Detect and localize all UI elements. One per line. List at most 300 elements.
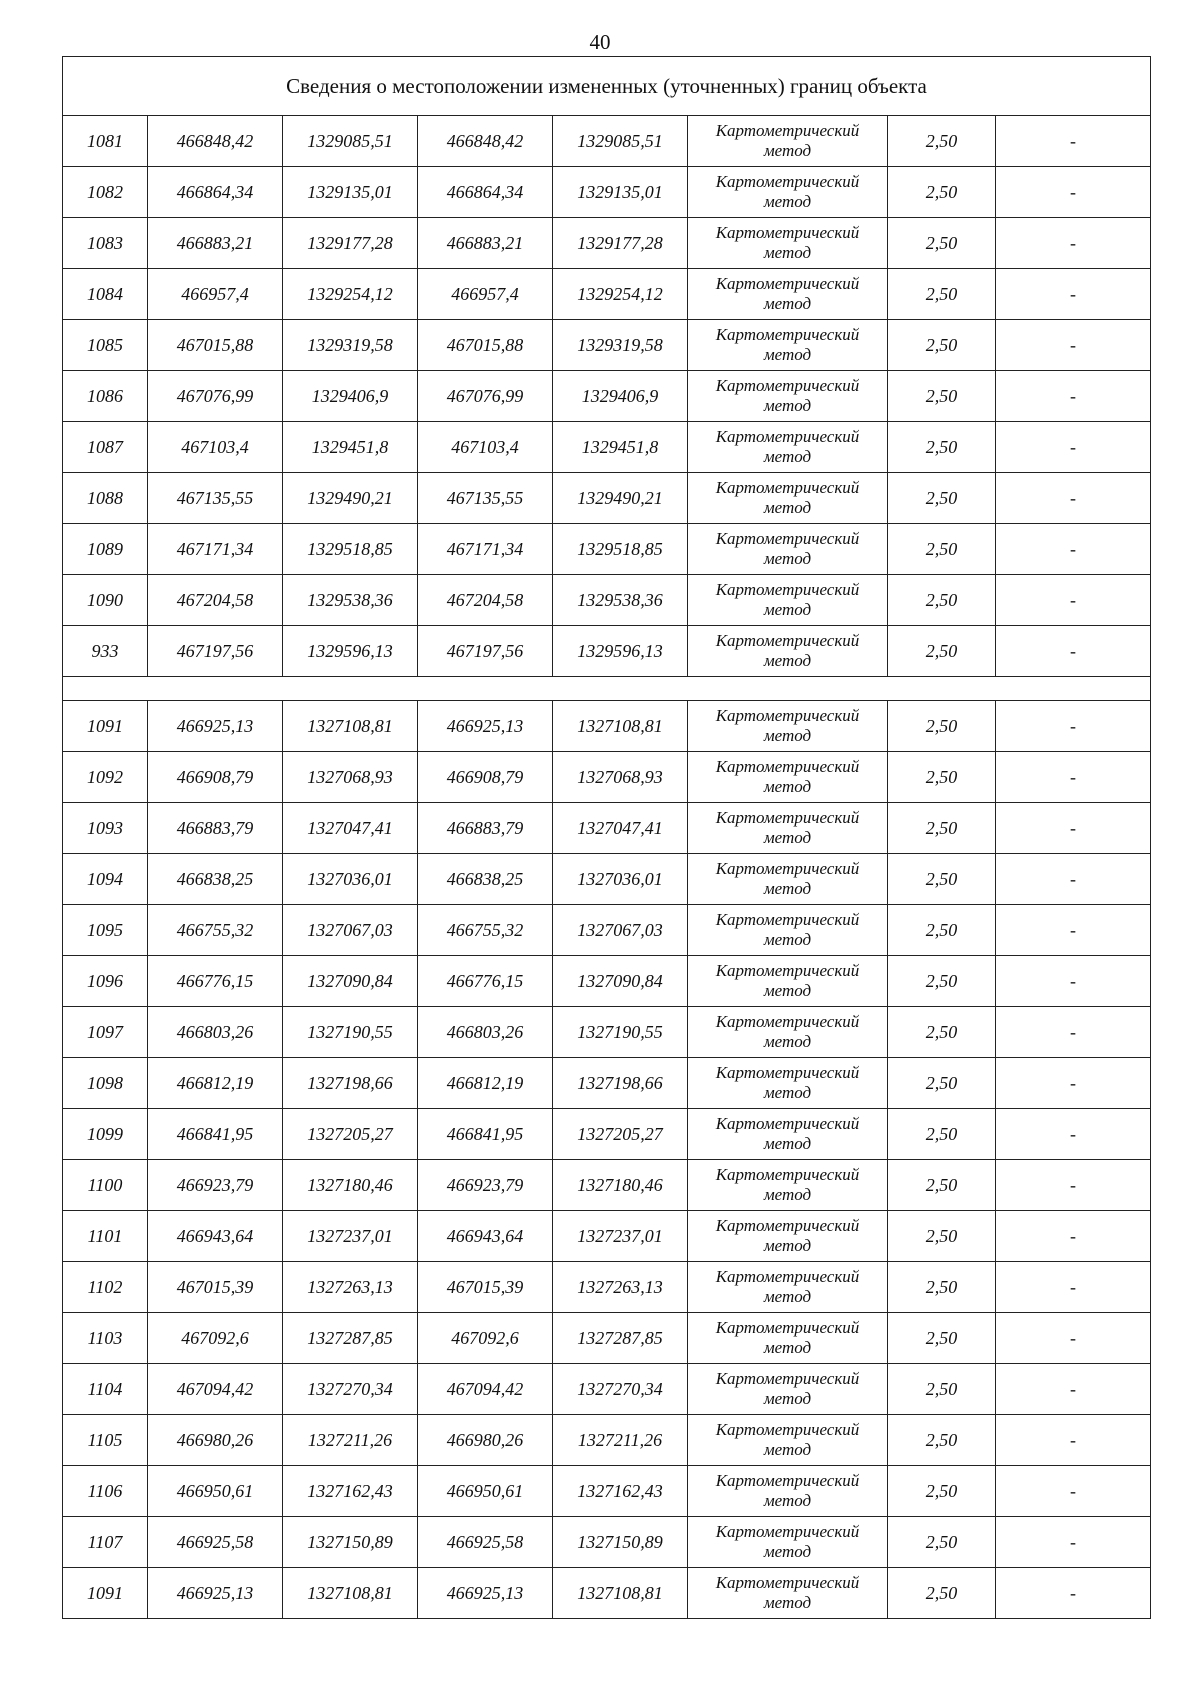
- note-cell: -: [996, 269, 1151, 320]
- refined-y-cell: 1329254,12: [553, 269, 688, 320]
- refined-x-cell: 466883,21: [418, 218, 553, 269]
- accuracy-cell: 2,50: [888, 1313, 996, 1364]
- table-row: [63, 701, 1151, 752]
- point-number-cell: 1103: [63, 1313, 148, 1364]
- existing-x-cell: 467092,6: [148, 1313, 283, 1364]
- method-line2: метод: [763, 1338, 812, 1357]
- method-line2: метод: [763, 1236, 812, 1255]
- note-cell: -: [996, 752, 1151, 803]
- method-line1: Картометрический: [715, 478, 860, 497]
- existing-y-cell: 1329177,28: [283, 218, 418, 269]
- accuracy-cell: 2,50: [888, 1109, 996, 1160]
- method-line2: метод: [763, 1491, 812, 1510]
- method-line2: метод: [763, 498, 812, 517]
- point-number-cell: 1087: [63, 422, 148, 473]
- method-line1: Картометрический: [715, 859, 860, 878]
- existing-x-cell: 466883,21: [148, 218, 283, 269]
- refined-y-cell: 1327090,84: [553, 956, 688, 1007]
- accuracy-cell: 2,50: [888, 575, 996, 626]
- note-cell: -: [996, 701, 1151, 752]
- method-line2: метод: [763, 1134, 812, 1153]
- existing-y-cell: 1327211,26: [283, 1415, 418, 1466]
- table-row: [63, 1211, 1151, 1262]
- refined-y-cell: 1327263,13: [553, 1262, 688, 1313]
- existing-x-cell: 466755,32: [148, 905, 283, 956]
- point-number-cell: 1093: [63, 803, 148, 854]
- existing-y-cell: 1327068,93: [283, 752, 418, 803]
- method-line2: метод: [763, 396, 812, 415]
- existing-y-cell: 1329135,01: [283, 167, 418, 218]
- table-row: [63, 1568, 1151, 1619]
- existing-x-cell: 467015,88: [148, 320, 283, 371]
- refined-x-cell: 466776,15: [418, 956, 553, 1007]
- method-line2: метод: [763, 930, 812, 949]
- existing-x-cell: 467094,42: [148, 1364, 283, 1415]
- note-cell: -: [996, 422, 1151, 473]
- point-number-cell: 1085: [63, 320, 148, 371]
- table-row: [63, 854, 1151, 905]
- refined-y-cell: 1327108,81: [553, 1568, 688, 1619]
- existing-y-cell: 1327205,27: [283, 1109, 418, 1160]
- method-cell: [688, 803, 888, 854]
- table-row: [63, 167, 1151, 218]
- existing-x-cell: 466908,79: [148, 752, 283, 803]
- existing-y-cell: 1327162,43: [283, 1466, 418, 1517]
- table-row: [63, 1415, 1151, 1466]
- existing-y-cell: 1327108,81: [283, 1568, 418, 1619]
- note-cell: -: [996, 1466, 1151, 1517]
- note-cell: -: [996, 1313, 1151, 1364]
- method-line1: Картометрический: [715, 631, 860, 650]
- existing-y-cell: 1327263,13: [283, 1262, 418, 1313]
- point-number-cell: 1084: [63, 269, 148, 320]
- accuracy-cell: 2,50: [888, 626, 996, 677]
- method-line2: метод: [763, 1542, 812, 1561]
- table-body: [63, 57, 1151, 1619]
- method-line1: Картометрический: [715, 274, 860, 293]
- existing-x-cell: 466776,15: [148, 956, 283, 1007]
- existing-y-cell: 1327067,03: [283, 905, 418, 956]
- point-number-cell: 1100: [63, 1160, 148, 1211]
- method-cell: [688, 956, 888, 1007]
- existing-x-cell: 467076,99: [148, 371, 283, 422]
- existing-y-cell: 1327090,84: [283, 956, 418, 1007]
- refined-y-cell: 1327108,81: [553, 701, 688, 752]
- table-row: [63, 422, 1151, 473]
- point-number-cell: 1090: [63, 575, 148, 626]
- existing-y-cell: 1327190,55: [283, 1007, 418, 1058]
- table-row: [63, 371, 1151, 422]
- method-cell: [688, 1058, 888, 1109]
- existing-x-cell: 466923,79: [148, 1160, 283, 1211]
- table-row: [63, 1364, 1151, 1415]
- existing-y-cell: 1327047,41: [283, 803, 418, 854]
- accuracy-cell: 2,50: [888, 524, 996, 575]
- method-line1: Картометрический: [715, 1114, 860, 1133]
- point-number-cell: 1099: [63, 1109, 148, 1160]
- note-cell: -: [996, 1364, 1151, 1415]
- accuracy-cell: 2,50: [888, 1364, 996, 1415]
- method-cell: [688, 1313, 888, 1364]
- refined-y-cell: 1329177,28: [553, 218, 688, 269]
- existing-y-cell: 1327150,89: [283, 1517, 418, 1568]
- refined-x-cell: 466755,32: [418, 905, 553, 956]
- refined-y-cell: 1327068,93: [553, 752, 688, 803]
- point-number-cell: 1083: [63, 218, 148, 269]
- method-cell: [688, 1517, 888, 1568]
- method-line1: Картометрический: [715, 1012, 860, 1031]
- existing-y-cell: 1329319,58: [283, 320, 418, 371]
- point-number-cell: 1091: [63, 1568, 148, 1619]
- existing-x-cell: 466848,42: [148, 116, 283, 167]
- point-number-cell: 1096: [63, 956, 148, 1007]
- point-number-cell: 1094: [63, 854, 148, 905]
- method-line1: Картометрический: [715, 121, 860, 140]
- refined-x-cell: 466950,61: [418, 1466, 553, 1517]
- method-line2: метод: [763, 777, 812, 796]
- method-line2: метод: [763, 1032, 812, 1051]
- accuracy-cell: 2,50: [888, 1160, 996, 1211]
- refined-y-cell: 1327047,41: [553, 803, 688, 854]
- method-line2: метод: [763, 141, 812, 160]
- refined-x-cell: 466841,95: [418, 1109, 553, 1160]
- refined-y-cell: 1327237,01: [553, 1211, 688, 1262]
- accuracy-cell: 2,50: [888, 422, 996, 473]
- table-row: [63, 575, 1151, 626]
- refined-x-cell: 466923,79: [418, 1160, 553, 1211]
- method-line1: Картометрический: [715, 376, 860, 395]
- method-line1: Картометрический: [715, 1369, 860, 1388]
- point-number-cell: 1097: [63, 1007, 148, 1058]
- table-row: [63, 1007, 1151, 1058]
- method-line1: Картометрический: [715, 1471, 860, 1490]
- refined-y-cell: 1327067,03: [553, 905, 688, 956]
- method-line1: Картометрический: [715, 1216, 860, 1235]
- point-number-cell: 1081: [63, 116, 148, 167]
- point-number-cell: 1089: [63, 524, 148, 575]
- refined-x-cell: 466883,79: [418, 803, 553, 854]
- refined-x-cell: 467135,55: [418, 473, 553, 524]
- note-cell: -: [996, 956, 1151, 1007]
- method-line1: Картометрический: [715, 1318, 860, 1337]
- method-line1: Картометрический: [715, 1267, 860, 1286]
- refined-y-cell: 1329596,13: [553, 626, 688, 677]
- table-row: [63, 269, 1151, 320]
- method-cell: [688, 1211, 888, 1262]
- point-number-cell: 1106: [63, 1466, 148, 1517]
- refined-x-cell: 466943,64: [418, 1211, 553, 1262]
- refined-x-cell: 466908,79: [418, 752, 553, 803]
- method-cell: [688, 854, 888, 905]
- existing-x-cell: 467103,4: [148, 422, 283, 473]
- table-row: [63, 320, 1151, 371]
- method-line2: метод: [763, 1185, 812, 1204]
- refined-y-cell: 1327036,01: [553, 854, 688, 905]
- method-cell: [688, 167, 888, 218]
- existing-y-cell: 1329490,21: [283, 473, 418, 524]
- existing-x-cell: 466883,79: [148, 803, 283, 854]
- method-cell: [688, 371, 888, 422]
- table-row: [63, 218, 1151, 269]
- point-number-cell: 1086: [63, 371, 148, 422]
- note-cell: -: [996, 803, 1151, 854]
- table-title: Сведения о местоположении измененных (уточненных) границ объекта: [63, 57, 1151, 116]
- method-line2: метод: [763, 600, 812, 619]
- refined-y-cell: 1329085,51: [553, 116, 688, 167]
- table-row: [63, 1517, 1151, 1568]
- existing-y-cell: 1327287,85: [283, 1313, 418, 1364]
- point-number-cell: 1105: [63, 1415, 148, 1466]
- method-line2: метод: [763, 828, 812, 847]
- method-line1: Картометрический: [715, 580, 860, 599]
- accuracy-cell: 2,50: [888, 1007, 996, 1058]
- refined-y-cell: 1329451,8: [553, 422, 688, 473]
- table-row: [63, 1262, 1151, 1313]
- accuracy-cell: 2,50: [888, 1058, 996, 1109]
- refined-y-cell: 1329319,58: [553, 320, 688, 371]
- refined-y-cell: 1327198,66: [553, 1058, 688, 1109]
- refined-x-cell: 467076,99: [418, 371, 553, 422]
- accuracy-cell: 2,50: [888, 473, 996, 524]
- existing-y-cell: 1327198,66: [283, 1058, 418, 1109]
- method-line2: метод: [763, 345, 812, 364]
- page-number: 40: [589, 30, 611, 54]
- method-line1: Картометрический: [715, 1063, 860, 1082]
- method-line2: метод: [763, 879, 812, 898]
- accuracy-cell: 2,50: [888, 905, 996, 956]
- refined-y-cell: 1329406,9: [553, 371, 688, 422]
- method-cell: [688, 1568, 888, 1619]
- point-number-cell: 1107: [63, 1517, 148, 1568]
- note-cell: -: [996, 1211, 1151, 1262]
- method-line2: метод: [763, 726, 812, 745]
- method-line1: Картометрический: [715, 427, 860, 446]
- refined-x-cell: 467171,34: [418, 524, 553, 575]
- note-cell: -: [996, 1058, 1151, 1109]
- note-cell: -: [996, 575, 1151, 626]
- point-number-cell: 1091: [63, 701, 148, 752]
- method-line1: Картометрический: [715, 325, 860, 344]
- point-number-cell: 1095: [63, 905, 148, 956]
- method-line2: метод: [763, 447, 812, 466]
- accuracy-cell: 2,50: [888, 803, 996, 854]
- note-cell: -: [996, 218, 1151, 269]
- refined-x-cell: 466864,34: [418, 167, 553, 218]
- method-cell: [688, 269, 888, 320]
- accuracy-cell: 2,50: [888, 1466, 996, 1517]
- method-cell: [688, 218, 888, 269]
- method-line2: метод: [763, 294, 812, 313]
- method-line1: Картометрический: [715, 706, 860, 725]
- boundary-coordinates-table: [62, 56, 1151, 1619]
- refined-x-cell: 466803,26: [418, 1007, 553, 1058]
- existing-y-cell: 1329596,13: [283, 626, 418, 677]
- method-cell: [688, 905, 888, 956]
- refined-x-cell: 467015,88: [418, 320, 553, 371]
- method-line1: Картометрический: [715, 1420, 860, 1439]
- note-cell: -: [996, 524, 1151, 575]
- method-cell: [688, 752, 888, 803]
- refined-x-cell: 466925,13: [418, 701, 553, 752]
- refined-x-cell: 466925,13: [418, 1568, 553, 1619]
- note-cell: -: [996, 320, 1151, 371]
- note-cell: -: [996, 1568, 1151, 1619]
- method-line2: метод: [763, 549, 812, 568]
- method-line1: Картометрический: [715, 910, 860, 929]
- existing-x-cell: 467197,56: [148, 626, 283, 677]
- existing-x-cell: 466943,64: [148, 1211, 283, 1262]
- refined-x-cell: 467197,56: [418, 626, 553, 677]
- accuracy-cell: 2,50: [888, 320, 996, 371]
- method-line1: Картометрический: [715, 529, 860, 548]
- table-row: [63, 752, 1151, 803]
- existing-y-cell: 1329406,9: [283, 371, 418, 422]
- existing-y-cell: 1329085,51: [283, 116, 418, 167]
- method-cell: [688, 1466, 888, 1517]
- point-number-cell: 1104: [63, 1364, 148, 1415]
- existing-x-cell: 466925,13: [148, 701, 283, 752]
- accuracy-cell: 2,50: [888, 218, 996, 269]
- refined-x-cell: 467103,4: [418, 422, 553, 473]
- note-cell: -: [996, 1007, 1151, 1058]
- method-line2: метод: [763, 981, 812, 1000]
- existing-y-cell: 1329518,85: [283, 524, 418, 575]
- existing-x-cell: 466864,34: [148, 167, 283, 218]
- refined-y-cell: 1327287,85: [553, 1313, 688, 1364]
- existing-x-cell: 466803,26: [148, 1007, 283, 1058]
- accuracy-cell: 2,50: [888, 269, 996, 320]
- refined-x-cell: 467015,39: [418, 1262, 553, 1313]
- table-row: [63, 905, 1151, 956]
- method-cell: [688, 626, 888, 677]
- table-title-row: [63, 57, 1151, 116]
- table-row: [63, 1466, 1151, 1517]
- table-row: [63, 626, 1151, 677]
- existing-y-cell: 1329254,12: [283, 269, 418, 320]
- method-cell: [688, 1007, 888, 1058]
- note-cell: -: [996, 116, 1151, 167]
- accuracy-cell: 2,50: [888, 956, 996, 1007]
- table-row: [63, 1160, 1151, 1211]
- table-row: [63, 803, 1151, 854]
- accuracy-cell: 2,50: [888, 371, 996, 422]
- method-cell: [688, 1364, 888, 1415]
- refined-y-cell: 1329518,85: [553, 524, 688, 575]
- method-line2: метод: [763, 1083, 812, 1102]
- accuracy-cell: 2,50: [888, 1517, 996, 1568]
- method-line1: Картометрический: [715, 1522, 860, 1541]
- refined-y-cell: 1329490,21: [553, 473, 688, 524]
- accuracy-cell: 2,50: [888, 1262, 996, 1313]
- refined-x-cell: 467204,58: [418, 575, 553, 626]
- existing-x-cell: 466950,61: [148, 1466, 283, 1517]
- existing-x-cell: 467015,39: [148, 1262, 283, 1313]
- refined-y-cell: 1327162,43: [553, 1466, 688, 1517]
- method-cell: [688, 473, 888, 524]
- table-row: [63, 956, 1151, 1007]
- point-number-cell: 1101: [63, 1211, 148, 1262]
- table-row: [63, 1058, 1151, 1109]
- refined-y-cell: 1327180,46: [553, 1160, 688, 1211]
- existing-y-cell: 1327270,34: [283, 1364, 418, 1415]
- method-cell: [688, 116, 888, 167]
- group-separator-row: [63, 677, 1151, 701]
- method-line1: Картометрический: [715, 1573, 860, 1592]
- refined-x-cell: 467094,42: [418, 1364, 553, 1415]
- point-number-cell: 1082: [63, 167, 148, 218]
- method-line2: метод: [763, 243, 812, 262]
- method-cell: [688, 1160, 888, 1211]
- refined-x-cell: 466957,4: [418, 269, 553, 320]
- method-cell: [688, 524, 888, 575]
- existing-y-cell: 1327036,01: [283, 854, 418, 905]
- note-cell: -: [996, 626, 1151, 677]
- refined-y-cell: 1329538,36: [553, 575, 688, 626]
- note-cell: -: [996, 1262, 1151, 1313]
- note-cell: -: [996, 1415, 1151, 1466]
- point-number-cell: 1088: [63, 473, 148, 524]
- existing-x-cell: 466838,25: [148, 854, 283, 905]
- method-line2: метод: [763, 1287, 812, 1306]
- note-cell: -: [996, 167, 1151, 218]
- accuracy-cell: 2,50: [888, 752, 996, 803]
- accuracy-cell: 2,50: [888, 167, 996, 218]
- existing-y-cell: 1327180,46: [283, 1160, 418, 1211]
- table-row: [63, 1109, 1151, 1160]
- existing-x-cell: 466980,26: [148, 1415, 283, 1466]
- existing-x-cell: 466925,58: [148, 1517, 283, 1568]
- method-line1: Картометрический: [715, 223, 860, 242]
- refined-y-cell: 1327150,89: [553, 1517, 688, 1568]
- method-cell: [688, 575, 888, 626]
- note-cell: -: [996, 1517, 1151, 1568]
- note-cell: -: [996, 371, 1151, 422]
- existing-y-cell: 1327237,01: [283, 1211, 418, 1262]
- existing-x-cell: 467135,55: [148, 473, 283, 524]
- refined-x-cell: 466925,58: [418, 1517, 553, 1568]
- accuracy-cell: 2,50: [888, 1415, 996, 1466]
- existing-x-cell: 467171,34: [148, 524, 283, 575]
- method-line2: метод: [763, 651, 812, 670]
- method-cell: [688, 1262, 888, 1313]
- existing-y-cell: 1327108,81: [283, 701, 418, 752]
- method-cell: [688, 701, 888, 752]
- refined-y-cell: 1329135,01: [553, 167, 688, 218]
- group-separator-cell: [63, 677, 1151, 701]
- method-line1: Картометрический: [715, 757, 860, 776]
- method-line1: Картометрический: [715, 172, 860, 191]
- note-cell: -: [996, 1109, 1151, 1160]
- point-number-cell: 1098: [63, 1058, 148, 1109]
- existing-x-cell: 466957,4: [148, 269, 283, 320]
- method-line2: метод: [763, 1593, 812, 1612]
- refined-y-cell: 1327211,26: [553, 1415, 688, 1466]
- accuracy-cell: 2,50: [888, 116, 996, 167]
- table-row: [63, 1313, 1151, 1364]
- refined-x-cell: 467092,6: [418, 1313, 553, 1364]
- method-cell: [688, 422, 888, 473]
- refined-y-cell: 1327205,27: [553, 1109, 688, 1160]
- table-row: [63, 524, 1151, 575]
- table-row: [63, 116, 1151, 167]
- method-line1: Картометрический: [715, 961, 860, 980]
- accuracy-cell: 2,50: [888, 701, 996, 752]
- point-number-cell: 933: [63, 626, 148, 677]
- method-cell: [688, 1109, 888, 1160]
- accuracy-cell: 2,50: [888, 854, 996, 905]
- method-cell: [688, 1415, 888, 1466]
- note-cell: -: [996, 473, 1151, 524]
